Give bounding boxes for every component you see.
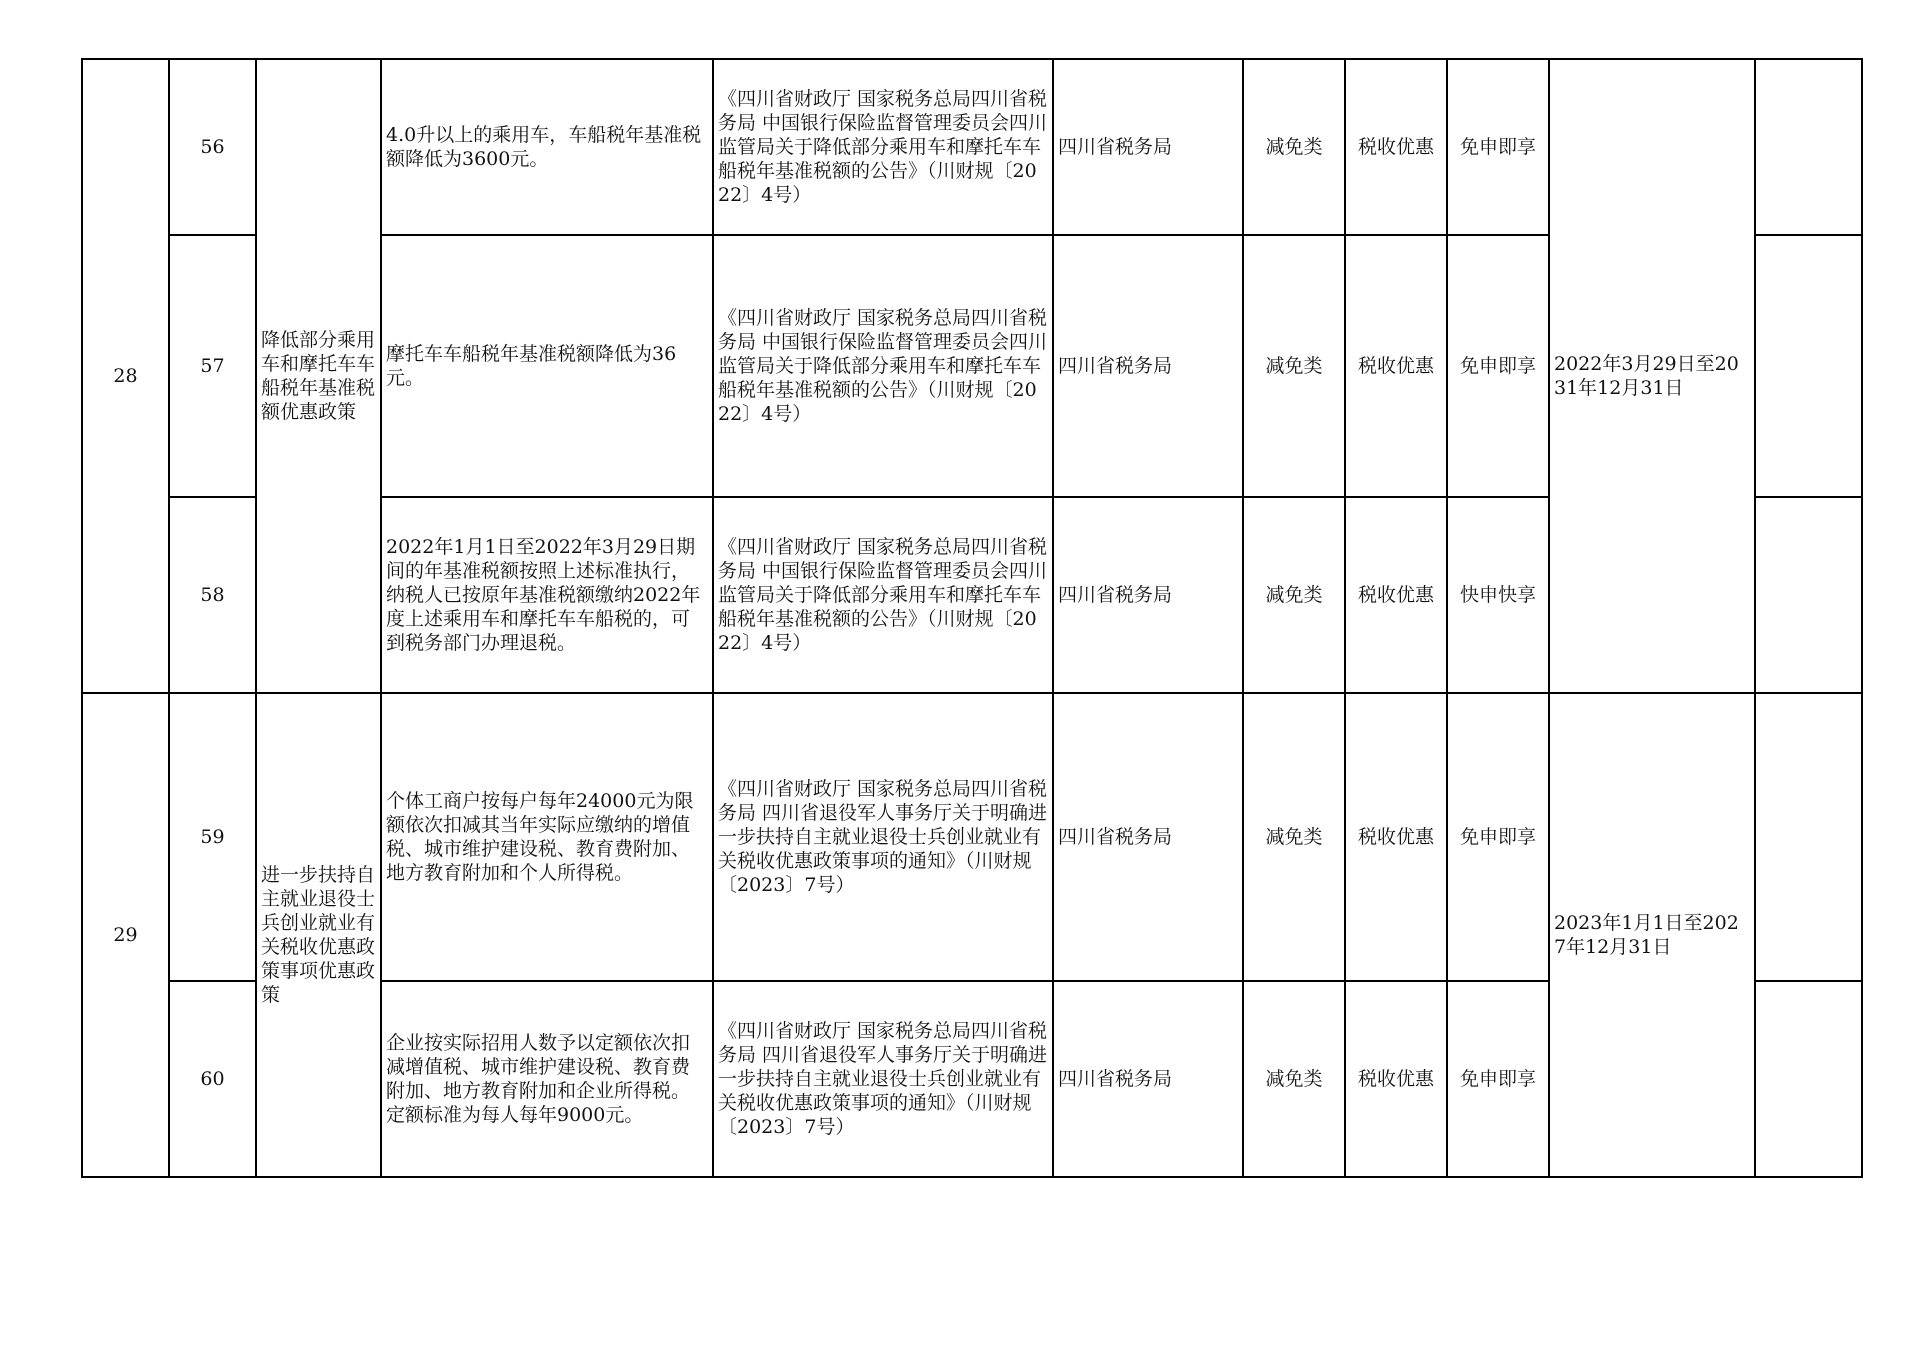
enjoy-method: 免申即享 bbox=[1447, 59, 1549, 235]
policy-type: 税收优惠 bbox=[1345, 497, 1447, 693]
item-seq: 59 bbox=[169, 693, 256, 981]
policy-category: 减免类 bbox=[1243, 981, 1345, 1177]
policy-type: 税收优惠 bbox=[1345, 693, 1447, 981]
enjoy-method: 免申即享 bbox=[1447, 235, 1549, 497]
policy-basis: 《四川省财政厅 国家税务总局四川省税务局 中国银行保险监督管理委员会四川监管局关于降低部分乘用车和摩托车车船税年基准税额的公告》（川财规〔2022〕4号） bbox=[713, 497, 1053, 693]
item-seq: 57 bbox=[169, 235, 256, 497]
group-number: 28 bbox=[82, 59, 169, 693]
policy-content: 摩托车车船税年基准税额降低为36元。 bbox=[381, 235, 713, 497]
policy-basis: 《四川省财政厅 国家税务总局四川省税务局 四川省退役军人事务厅关于明确进一步扶持自主就业退役士兵创业就业有关税收优惠政策事项的通知》（川财规〔2023〕7号） bbox=[713, 981, 1053, 1177]
policy-basis: 《四川省财政厅 国家税务总局四川省税务局 中国银行保险监督管理委员会四川监管局关于降低部分乘用车和摩托车车船税年基准税额的公告》（川财规〔2022〕4号） bbox=[713, 235, 1053, 497]
policy-type: 税收优惠 bbox=[1345, 981, 1447, 1177]
remark-cell bbox=[1755, 235, 1862, 497]
policy-content: 企业按实际招用人数予以定额依次扣减增值税、城市维护建设税、教育费附加、地方教育附加和企业所得税。定额标准为每人每年9000元。 bbox=[381, 981, 713, 1177]
item-seq: 56 bbox=[169, 59, 256, 235]
policy-table bbox=[81, 58, 1863, 1178]
remark-cell bbox=[1755, 981, 1862, 1177]
policy-name: 进一步扶持自主就业退役士兵创业就业有关税收优惠政策事项优惠政策 bbox=[256, 693, 381, 1177]
policy-name: 降低部分乘用车和摩托车车船税年基准税额优惠政策 bbox=[256, 59, 381, 693]
policy-type: 税收优惠 bbox=[1345, 235, 1447, 497]
responsible-agency: 四川省税务局 bbox=[1053, 59, 1243, 235]
remark-cell bbox=[1755, 59, 1862, 235]
policy-content: 2022年1月1日至2022年3月29日期间的年基准税额按照上述标准执行，纳税人已按原年基准税额缴纳2022年度上述乘用车和摩托车车船税的，可到税务部门办理退税。 bbox=[381, 497, 713, 693]
responsible-agency: 四川省税务局 bbox=[1053, 981, 1243, 1177]
policy-basis: 《四川省财政厅 国家税务总局四川省税务局 中国银行保险监督管理委员会四川监管局关于降低部分乘用车和摩托车车船税年基准税额的公告》（川财规〔2022〕4号） bbox=[713, 59, 1053, 235]
table-row bbox=[82, 59, 1862, 235]
policy-basis: 《四川省财政厅 国家税务总局四川省税务局 四川省退役军人事务厅关于明确进一步扶持自主就业退役士兵创业就业有关税收优惠政策事项的通知》（川财规〔2023〕7号） bbox=[713, 693, 1053, 981]
group-number: 29 bbox=[82, 693, 169, 1177]
item-seq: 58 bbox=[169, 497, 256, 693]
remark-cell bbox=[1755, 693, 1862, 981]
table-row bbox=[82, 693, 1862, 981]
policy-content: 个体工商户按每户每年24000元为限额依次扣减其当年实际应缴纳的增值税、城市维护建设税、教育费附加、地方教育附加和个人所得税。 bbox=[381, 693, 713, 981]
policy-content: 4.0升以上的乘用车，车船税年基准税额降低为3600元。 bbox=[381, 59, 713, 235]
policy-category: 减免类 bbox=[1243, 693, 1345, 981]
responsible-agency: 四川省税务局 bbox=[1053, 497, 1243, 693]
responsible-agency: 四川省税务局 bbox=[1053, 235, 1243, 497]
enjoy-method: 免申即享 bbox=[1447, 981, 1549, 1177]
responsible-agency: 四川省税务局 bbox=[1053, 693, 1243, 981]
enjoy-method: 快申快享 bbox=[1447, 497, 1549, 693]
validity-period: 2022年3月29日至2031年12月31日 bbox=[1549, 59, 1755, 693]
policy-category: 减免类 bbox=[1243, 59, 1345, 235]
policy-type: 税收优惠 bbox=[1345, 59, 1447, 235]
validity-period: 2023年1月1日至2027年12月31日 bbox=[1549, 693, 1755, 1177]
enjoy-method: 免申即享 bbox=[1447, 693, 1549, 981]
policy-category: 减免类 bbox=[1243, 235, 1345, 497]
policy-category: 减免类 bbox=[1243, 497, 1345, 693]
remark-cell bbox=[1755, 497, 1862, 693]
item-seq: 60 bbox=[169, 981, 256, 1177]
